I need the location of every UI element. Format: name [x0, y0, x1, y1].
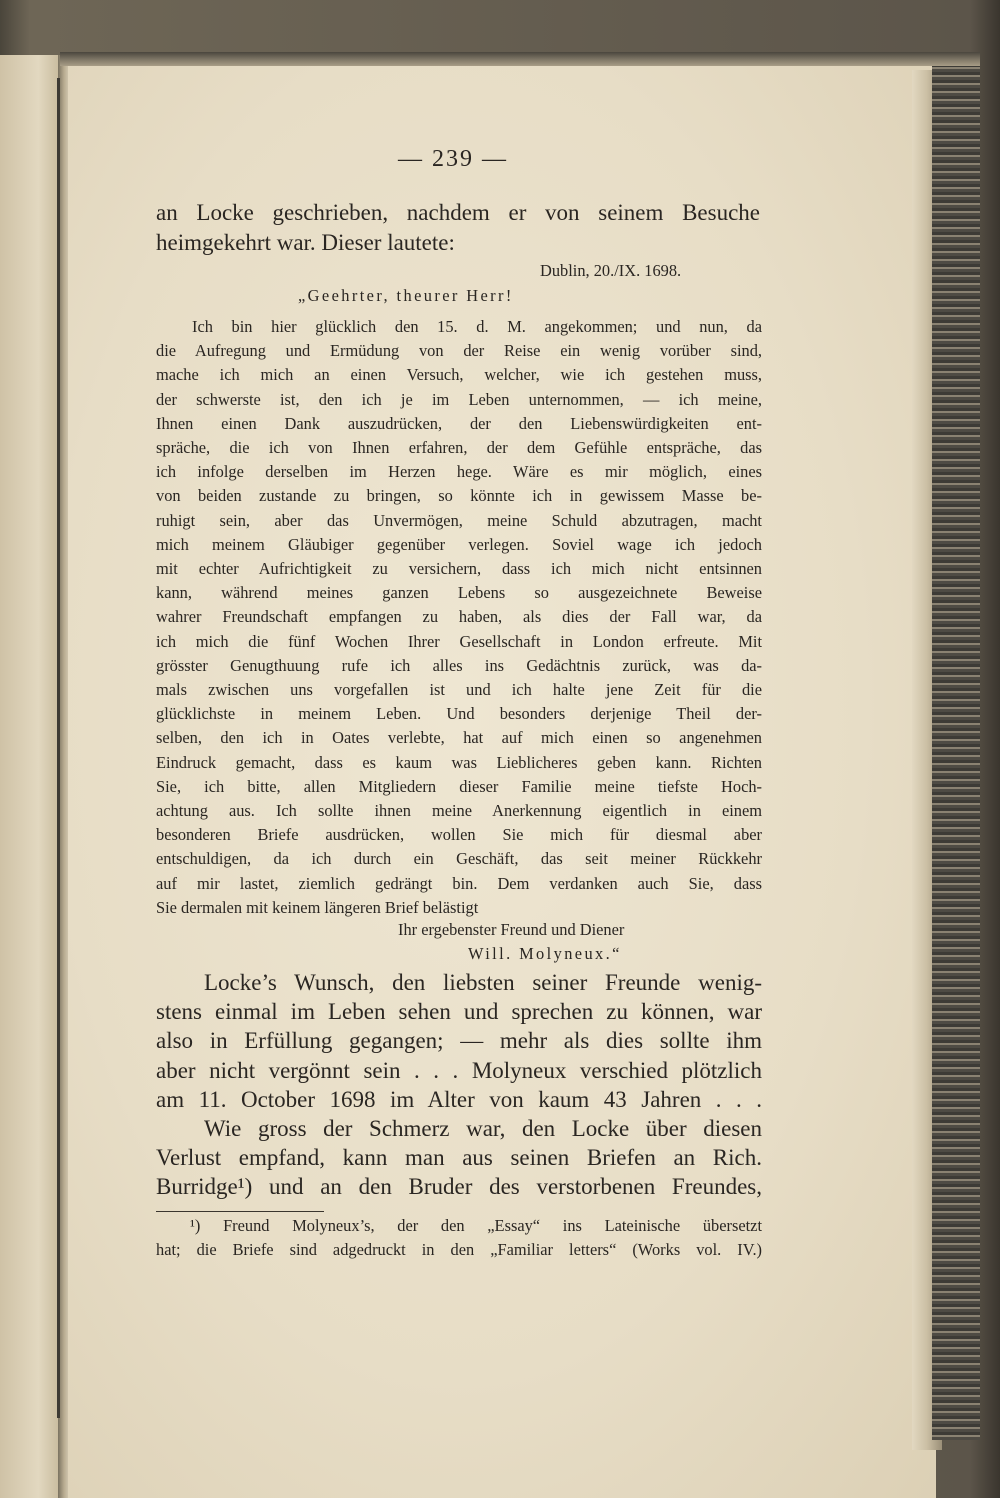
body-line: aber nicht vergönnt sein . . . Molyneux verschied plötzlich — [156, 1057, 762, 1083]
letter-line: der schwerste ist, den ich je im Leben unternommen, — ich meine, — [156, 389, 762, 409]
footnote-line: ¹) Freund Molyneux’s, der den „Essay“ ins Lateinische übersetzt — [190, 1216, 762, 1235]
letter-line: Ihnen einen Dank auszudrücken, der den Liebenswürdigkeiten ent- — [156, 413, 762, 433]
letter-line: Eindruck gemacht, dass es kaum was Lieblicheres geben kann. Richten — [156, 752, 762, 772]
letter-place-date: Dublin, 20./IX. 1698. — [540, 261, 682, 280]
letter-line: spräche, die ich von Ihnen erfahren, der dem Gefühle entspräche, das — [156, 438, 762, 457]
letter-line: ruhigt sein, aber das Unvermögen, meine Schuld abzutragen, macht — [156, 510, 762, 530]
letter-closing: Ihr ergebenster Freund und Diener — [398, 920, 625, 939]
letter-line: selben, den ich in Oates verlebte, hat auf mich einen so angenehmen — [156, 728, 762, 748]
footnote-line: hat; die Briefe sind adgedruckt in den „Familiar letters“ (Works vol. IV.) — [156, 1240, 762, 1259]
body-line: Verlust empfand, kann man aus seinen Briefen an Rich. — [156, 1145, 762, 1171]
letter-line: grösster Genugthuung rufe ich alles ins Gedächtnis zurück, was da- — [156, 655, 762, 675]
left-page — [0, 55, 64, 1498]
letter-line: auf mir lastet, ziemlich gedrängt bin. Dem verdanken auch Sie, dass — [156, 873, 762, 893]
letter-line: Sie, ich bitte, allen Mitgliedern dieser Familie meine tiefste Hoch- — [156, 776, 762, 796]
letter-line: mich meinem Gläubiger gegenüber verlegen. Soviel wage ich jedoch — [156, 534, 762, 554]
letter-line: die Aufregung und Ermüdung von der Reise ein wenig vorüber sind, — [156, 341, 762, 361]
letter-line: mals zwischen uns vorgefallen ist und ich halte jene Zeit für die — [156, 680, 762, 699]
letter-line: entschuldigen, da ich durch ein Geschäft, das seit meiner Rückkehr — [156, 849, 762, 869]
page-number: — 239 — — [398, 146, 508, 172]
body-line: Wie gross der Schmerz war, den Locke über diesen — [204, 1116, 762, 1141]
letter-line: Ich bin hier glücklich den 15. d. M. angekommen; und nun, da — [192, 317, 762, 336]
letter-line: besonderen Briefe ausdrücken, wollen Sie mich für diesmal aber — [156, 825, 762, 845]
letter-line: Sie dermalen mit keinem längeren Brief belästigt — [156, 897, 479, 917]
body-line: stens einmal im Leben sehen und sprechen zu können, war — [156, 999, 762, 1025]
letter-signature: Will. Molyneux.“ — [468, 944, 622, 963]
letter-line: mache ich mich an einen Versuch, welcher, wie ich gestehen muss, — [156, 365, 762, 385]
body-line: Locke’s Wunsch, den liebsten seiner Freunde wenig- — [204, 970, 762, 995]
letter-line: ich infolge derselben im Herzen hege. Wäre es mir möglich, eines — [156, 462, 762, 482]
letter-salutation: „Geehrter, theurer Herr! — [298, 286, 514, 305]
letter-line: glücklichste in meinem Leben. Und besonders derjenige Theil der- — [156, 704, 762, 724]
book-top-edge — [60, 52, 980, 66]
intro-line: heimgekehrt war. Dieser lautete: — [156, 230, 455, 255]
letter-line: achtung aus. Ich sollte ihnen meine Anerkennung eigentlich in einem — [156, 801, 762, 820]
letter-line: ich mich die fünf Wochen Ihrer Gesellschaft in London erfreute. Mit — [156, 631, 762, 651]
letter-line: kann, während meines ganzen Lebens so ausgezeichnete Beweise — [156, 583, 762, 603]
body-line: Burridge¹) und an den Bruder des verstorbenen Freundes, — [156, 1174, 762, 1200]
left-page-edge — [57, 78, 60, 1418]
intro-line: an Locke geschrieben, nachdem er von seinem Besuche — [156, 200, 760, 225]
body-line: am 11. October 1698 im Alter von kaum 43 Jahren . . . — [156, 1086, 762, 1112]
footnote-separator — [156, 1211, 324, 1212]
letter-line: mit echter Aufrichtigkeit zu versichern, dass ich mich nicht entsinnen — [156, 559, 762, 578]
body-line: also in Erfüllung gegangen; — mehr als dies sollte ihm — [156, 1028, 762, 1054]
letter-line: wahrer Freundschaft empfangen zu haben, als dies der Fall war, da — [156, 607, 762, 627]
book-cover-edge — [932, 60, 980, 1440]
letter-line: von beiden zustande zu bringen, so könnte ich in gewissem Masse be- — [156, 486, 762, 506]
